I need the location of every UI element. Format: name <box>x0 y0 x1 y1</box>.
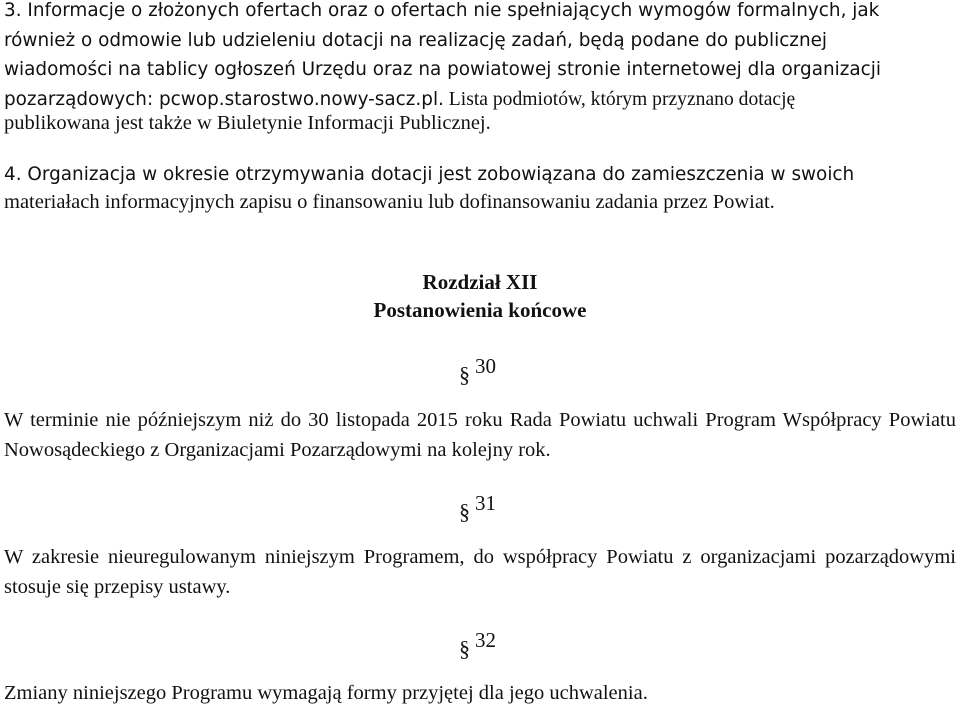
section-30-mark <box>459 353 496 387</box>
item-3-line-3: wiadomości na tablicy ogłoszeń Urzędu oraz na powiatowej stronie internetowej dla organizacji <box>4 59 881 80</box>
section-31-mark <box>459 490 496 524</box>
item-4-line-2: materiałach informacyjnych zapisu o finansowaniu lub dofinansowaniu zadania przez Powiat. <box>4 191 775 213</box>
item-3-line-2: również o odmowie lub udzieleniu dotacji na realizację zadań, będą podane do publicznej <box>4 29 828 51</box>
section-32-text: Zmiany niniejszego Programu wymagają formy przyjętej dla jego uchwalenia. <box>4 682 648 704</box>
item-4-line-1: 4. Organizacja w okresie otrzymywania dotacji jest zobowiązana do zamieszczenia w swoich <box>4 164 855 185</box>
section-32-mark <box>459 627 496 661</box>
item-3-line-4-serif: Lista podmiotów, którym przyznano dotację <box>443 88 796 110</box>
section-31-text: W zakresie nieuregulowanym niniejszym Programem, do współpracy Powiatu z organizacjami pozarządowymi stosuje się przepisy ustawy. <box>4 546 956 598</box>
section-number: 32 <box>475 628 496 652</box>
section-symbol: § <box>459 499 470 524</box>
section-30-text: W terminie nie późniejszym niż do 30 listopada 2015 roku Rada Powiatu uchwali Program Współpracy Powiatu Nowosądeckiego z Organizacjami Pozarządowymi na kolejny rok. <box>4 409 956 461</box>
section-number: 30 <box>475 354 496 378</box>
item-3-line-1: 3. Informacje o złożonych ofertach oraz o ofertach nie spełniających wymogów formalnych, jak <box>4 0 880 21</box>
item-3-line-5: publikowana jest także w Biuletynie Informacji Publicznej. <box>4 112 491 134</box>
chapter-title: Postanowienia końcowe <box>373 298 587 322</box>
section-symbol: § <box>459 362 470 387</box>
item-3-line-4-sans: pozarządowych: pcwop.starostwo.nowy-sacz.pl. <box>4 88 444 110</box>
chapter-number: Rozdział XII <box>422 270 538 294</box>
section-number: 31 <box>475 491 496 515</box>
section-symbol: § <box>459 636 470 661</box>
